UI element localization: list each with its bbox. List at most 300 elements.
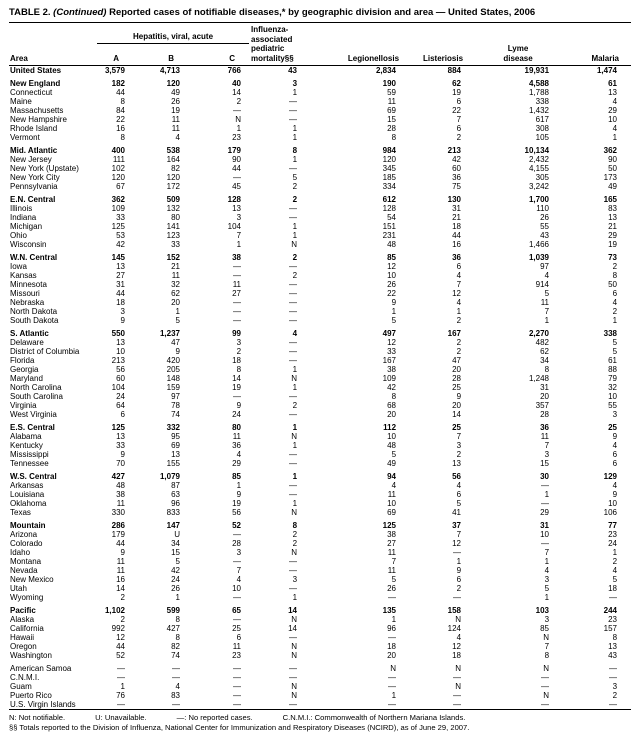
row-area-label: Rhode Island xyxy=(10,124,58,133)
row-value-cell: 32 xyxy=(171,280,180,289)
row-value-cell: — xyxy=(233,307,242,316)
row-value-cell: 159 xyxy=(166,383,180,392)
row-value-cell: 33 xyxy=(387,347,397,356)
row-value-cell: 3 xyxy=(456,441,462,450)
row-area-label: Virginia xyxy=(10,401,37,410)
row-value-cell: 9 xyxy=(236,401,242,410)
row-value-cell: 330 xyxy=(111,508,125,517)
row-value-cell: 7 xyxy=(456,432,462,441)
row-value-cell: 125 xyxy=(111,222,125,231)
table-row xyxy=(9,356,631,365)
row-value-cell: 42 xyxy=(387,383,397,392)
row-value-cell: 155 xyxy=(166,459,180,468)
table-row xyxy=(9,490,631,499)
row-value-cell: 338 xyxy=(603,329,618,338)
row-value-cell: 599 xyxy=(166,606,180,615)
row-value-cell: 4 xyxy=(544,566,550,575)
row-value-cell: 1 xyxy=(292,133,298,142)
row-value-cell: 44 xyxy=(452,231,462,240)
row-area-label: U.S. Virgin Islands xyxy=(10,700,76,709)
row-area-label: Montana xyxy=(10,557,42,566)
row-area-label: Ohio xyxy=(10,231,27,240)
row-value-cell: 52 xyxy=(232,521,242,530)
row-value-cell: 7 xyxy=(236,231,242,240)
row-value-cell: 6 xyxy=(456,490,462,499)
row-value-cell: 37 xyxy=(452,521,462,530)
row-value-cell: 1 xyxy=(292,593,298,602)
row-value-cell: 13 xyxy=(232,204,242,213)
table-row xyxy=(9,673,631,682)
row-value-cell: 1 xyxy=(292,124,298,133)
row-value-cell: 7 xyxy=(391,557,397,566)
row-value-cell: 82 xyxy=(171,164,180,173)
row-value-cell: 8 xyxy=(292,146,298,155)
row-value-cell: 67 xyxy=(116,182,125,191)
row-value-cell: 44 xyxy=(116,289,125,298)
row-value-cell: 833 xyxy=(166,508,180,517)
row-value-cell: 130 xyxy=(447,195,462,204)
row-area-label: W.S. Central xyxy=(10,472,57,481)
row-value-cell: 120 xyxy=(111,173,125,182)
row-value-cell: 25 xyxy=(452,383,462,392)
row-value-cell: — xyxy=(233,262,242,271)
row-area-label: Georgia xyxy=(10,365,39,374)
row-value-cell: N xyxy=(291,240,298,249)
row-value-cell: 2 xyxy=(612,557,618,566)
row-value-cell: 109 xyxy=(111,204,125,213)
row-value-cell: 4 xyxy=(456,298,462,307)
row-value-cell: 31 xyxy=(540,521,550,530)
row-value-cell: 31 xyxy=(452,204,462,213)
table-row xyxy=(9,146,631,155)
row-value-cell: 90 xyxy=(232,155,242,164)
row-value-cell: 1 xyxy=(292,383,298,392)
row-value-cell: — xyxy=(289,97,298,106)
row-value-cell: 64 xyxy=(116,401,125,410)
row-value-cell: N xyxy=(455,682,462,691)
table-row xyxy=(9,499,631,508)
row-value-cell: 167 xyxy=(382,356,397,365)
row-area-label: Florida xyxy=(10,356,35,365)
row-value-cell: 49 xyxy=(608,182,618,191)
row-value-cell: 2 xyxy=(456,338,462,347)
table-row xyxy=(9,606,631,615)
row-value-cell: 8 xyxy=(175,633,180,642)
table-row xyxy=(9,593,631,602)
row-value-cell: 28 xyxy=(232,539,242,548)
table-row xyxy=(9,633,631,642)
row-area-label: Iowa xyxy=(10,262,27,271)
row-value-cell: 2,432 xyxy=(528,155,550,164)
table-row xyxy=(9,329,631,338)
row-area-label: American Samoa xyxy=(10,664,72,673)
row-value-cell: 4 xyxy=(391,481,397,490)
row-area-label: South Dakota xyxy=(10,316,59,325)
row-value-cell: 3 xyxy=(544,615,550,624)
row-value-cell: 766 xyxy=(227,66,242,75)
row-value-cell: 6 xyxy=(612,459,618,468)
row-value-cell: 2 xyxy=(292,271,298,280)
row-value-cell: 1 xyxy=(391,307,397,316)
row-value-cell: 24 xyxy=(171,575,180,584)
row-value-cell: 334 xyxy=(382,182,397,191)
row-value-cell: 145 xyxy=(111,253,125,262)
row-value-cell: 1 xyxy=(292,472,298,481)
row-value-cell: 48 xyxy=(387,240,397,249)
row-value-cell: 9 xyxy=(236,490,242,499)
row-value-cell: 1 xyxy=(391,615,397,624)
row-value-cell: 28 xyxy=(452,374,462,383)
row-value-cell: 48 xyxy=(116,481,125,490)
row-value-cell: 15 xyxy=(171,548,180,557)
row-area-label: New Mexico xyxy=(10,575,54,584)
table-row xyxy=(9,401,631,410)
row-value-cell: 11 xyxy=(232,642,242,651)
table-row xyxy=(9,66,631,76)
table-row xyxy=(9,338,631,347)
row-value-cell: 59 xyxy=(387,88,397,97)
table-row xyxy=(9,624,631,633)
row-value-cell: 77 xyxy=(608,521,618,530)
table-row xyxy=(9,450,631,459)
table-header xyxy=(9,23,631,66)
row-value-cell: N xyxy=(543,633,550,642)
row-area-label: District of Columbia xyxy=(10,347,80,356)
row-value-cell: 13 xyxy=(608,642,618,651)
row-value-cell: 3 xyxy=(120,307,125,316)
row-value-cell: 62 xyxy=(540,347,550,356)
row-value-cell: 4 xyxy=(544,271,550,280)
row-value-cell: 32 xyxy=(608,383,618,392)
row-value-cell: 96 xyxy=(387,624,397,633)
row-value-cell: 1 xyxy=(544,316,550,325)
row-area-label: United States xyxy=(10,66,62,75)
row-value-cell: — xyxy=(609,700,618,709)
row-area-label: Pennsylvania xyxy=(10,182,58,191)
row-value-cell: 56 xyxy=(452,472,462,481)
table-row xyxy=(9,432,631,441)
row-value-cell: 7 xyxy=(236,566,242,575)
row-value-cell: 23 xyxy=(232,651,242,660)
row-value-cell: 11 xyxy=(116,499,125,508)
row-value-cell: 44 xyxy=(116,539,125,548)
row-value-cell: 20 xyxy=(387,651,397,660)
row-value-cell: 10 xyxy=(387,271,397,280)
row-value-cell: 13 xyxy=(608,213,618,222)
row-value-cell: 1 xyxy=(292,155,298,164)
row-value-cell: 345 xyxy=(382,164,397,173)
table-row xyxy=(9,164,631,173)
row-value-cell: 62 xyxy=(452,79,462,88)
table-row xyxy=(9,664,631,673)
table-title-number: TABLE 2. xyxy=(9,7,51,18)
row-value-cell: 1 xyxy=(236,124,242,133)
row-area-label: Mid. Atlantic xyxy=(10,146,58,155)
table-row xyxy=(9,155,631,164)
row-value-cell: 27 xyxy=(116,271,125,280)
row-value-cell: — xyxy=(453,593,462,602)
row-value-cell: 21 xyxy=(608,222,618,231)
row-value-cell: 7 xyxy=(456,530,462,539)
row-value-cell: 13 xyxy=(452,459,462,468)
row-value-cell: 50 xyxy=(608,280,618,289)
row-value-cell: 80 xyxy=(232,423,242,432)
row-value-cell: 2 xyxy=(292,182,298,191)
row-area-label: Hawaii xyxy=(10,633,35,642)
row-area-label: Tennessee xyxy=(10,459,49,468)
row-value-cell: 1,079 xyxy=(159,472,180,481)
row-value-cell: 7 xyxy=(544,642,550,651)
row-value-cell: 106 xyxy=(603,508,618,517)
row-value-cell: 80 xyxy=(171,213,180,222)
row-value-cell: 992 xyxy=(111,624,125,633)
row-value-cell: 25 xyxy=(608,423,618,432)
row-value-cell: 5 xyxy=(391,575,397,584)
row-value-cell: 50 xyxy=(608,164,618,173)
row-area-label: Guam xyxy=(10,682,32,691)
row-value-cell: 23 xyxy=(232,133,242,142)
row-value-cell: 9 xyxy=(120,450,125,459)
row-value-cell: 244 xyxy=(603,606,618,615)
row-value-cell: 10 xyxy=(387,432,397,441)
row-value-cell: — xyxy=(609,673,618,682)
row-value-cell: 10 xyxy=(608,499,618,508)
row-value-cell: 125 xyxy=(111,423,125,432)
table-row xyxy=(9,383,631,392)
row-value-cell: 22 xyxy=(387,289,397,298)
row-value-cell: 6 xyxy=(456,262,462,271)
row-value-cell: 11 xyxy=(387,566,397,575)
row-value-cell: 6 xyxy=(612,450,618,459)
row-value-cell: 23 xyxy=(608,615,618,624)
row-area-label: Idaho xyxy=(10,548,31,557)
row-value-cell: — xyxy=(289,633,298,642)
row-value-cell: 24 xyxy=(608,539,618,548)
row-value-cell: 14 xyxy=(232,374,242,383)
row-value-cell: U xyxy=(174,530,180,539)
table-row xyxy=(9,410,631,419)
row-value-cell: 538 xyxy=(166,146,180,155)
row-value-cell: — xyxy=(233,298,242,307)
row-value-cell: 2 xyxy=(292,401,298,410)
row-value-cell: 179 xyxy=(227,146,242,155)
row-value-cell: — xyxy=(117,673,125,682)
footnote-abbreviations xyxy=(9,713,631,723)
row-value-cell: 75 xyxy=(452,182,462,191)
row-value-cell: 5 xyxy=(456,499,462,508)
row-value-cell: 36 xyxy=(540,423,550,432)
row-value-cell: 54 xyxy=(387,213,397,222)
table-row xyxy=(9,307,631,316)
row-area-label: Louisiana xyxy=(10,490,45,499)
row-value-cell: 85 xyxy=(387,253,397,262)
row-value-cell: 30 xyxy=(540,472,550,481)
row-value-cell: 338 xyxy=(535,97,550,106)
row-value-cell: 12 xyxy=(387,338,397,347)
row-value-cell: — xyxy=(289,213,298,222)
row-value-cell: N xyxy=(455,664,462,673)
row-value-cell: 1 xyxy=(612,316,618,325)
row-value-cell: 185 xyxy=(382,173,397,182)
row-value-cell: 984 xyxy=(382,146,397,155)
row-value-cell: 1 xyxy=(175,593,180,602)
row-value-cell: N xyxy=(543,691,550,700)
row-value-cell: 4 xyxy=(175,682,180,691)
table-row xyxy=(9,280,631,289)
row-value-cell: 124 xyxy=(447,624,462,633)
row-value-cell: 29 xyxy=(608,106,618,115)
row-value-cell: 617 xyxy=(535,115,550,124)
row-value-cell: 3,579 xyxy=(104,66,125,75)
row-value-cell: 27 xyxy=(232,289,242,298)
row-area-label: Massachusetts xyxy=(10,106,64,115)
row-value-cell: 36 xyxy=(452,173,462,182)
row-value-cell: N xyxy=(291,374,298,383)
row-area-label: New England xyxy=(10,79,61,88)
row-value-cell: — xyxy=(289,673,298,682)
row-value-cell: 65 xyxy=(232,606,242,615)
row-value-cell: 76 xyxy=(116,691,125,700)
row-value-cell: 33 xyxy=(171,240,180,249)
row-value-cell: — xyxy=(233,530,242,539)
row-value-cell: 5 xyxy=(391,450,397,459)
row-value-cell: 4 xyxy=(236,575,242,584)
row-value-cell: 97 xyxy=(171,392,180,401)
row-value-cell: 1,788 xyxy=(528,88,550,97)
row-value-cell: 305 xyxy=(535,173,550,182)
row-area-label: Missouri xyxy=(10,289,40,298)
row-value-cell: — xyxy=(289,307,298,316)
row-area-label: Delaware xyxy=(10,338,44,347)
row-area-label: Alabama xyxy=(10,432,42,441)
row-value-cell: — xyxy=(289,298,298,307)
row-value-cell: 1 xyxy=(456,307,462,316)
row-value-cell: — xyxy=(541,499,550,508)
row-value-cell: 105 xyxy=(535,133,550,142)
row-value-cell: 135 xyxy=(382,606,397,615)
table-row xyxy=(9,374,631,383)
row-value-cell: 49 xyxy=(171,88,180,97)
column-header-area: Area xyxy=(9,23,97,66)
row-value-cell: 4,713 xyxy=(159,66,180,75)
row-value-cell: 97 xyxy=(540,262,550,271)
row-value-cell: 9 xyxy=(456,392,462,401)
row-value-cell: 5 xyxy=(175,316,180,325)
row-value-cell: 42 xyxy=(116,240,125,249)
row-value-cell: 34 xyxy=(540,356,550,365)
row-value-cell: 19 xyxy=(171,106,180,115)
footnote-unavailable: U: Unavailable. xyxy=(95,713,147,722)
row-value-cell: 884 xyxy=(447,66,462,75)
table-row xyxy=(9,539,631,548)
row-value-cell: 420 xyxy=(166,356,180,365)
row-area-label: Michigan xyxy=(10,222,43,231)
row-value-cell: — xyxy=(289,289,298,298)
row-value-cell: 2 xyxy=(612,307,618,316)
row-value-cell: — xyxy=(388,633,397,642)
row-value-cell: — xyxy=(609,593,618,602)
row-value-cell: 38 xyxy=(387,365,397,374)
row-value-cell: 14 xyxy=(288,624,298,633)
row-value-cell: 16 xyxy=(116,124,125,133)
row-value-cell: 1 xyxy=(175,307,180,316)
row-value-cell: 95 xyxy=(171,432,180,441)
row-value-cell: 11 xyxy=(387,548,397,557)
row-value-cell: — xyxy=(541,682,550,691)
row-value-cell: 44 xyxy=(232,164,242,173)
row-value-cell: 18 xyxy=(232,356,242,365)
row-value-cell: 3 xyxy=(236,548,242,557)
row-value-cell: 1 xyxy=(292,222,298,231)
row-value-cell: 45 xyxy=(232,182,242,191)
column-header-hepatitis-b: B xyxy=(129,43,184,65)
row-value-cell: N xyxy=(291,432,298,441)
row-value-cell: 8 xyxy=(544,651,550,660)
row-value-cell: 83 xyxy=(608,204,618,213)
row-value-cell: 5 xyxy=(612,347,618,356)
row-value-cell: 41 xyxy=(452,508,462,517)
row-value-cell: 4 xyxy=(456,271,462,280)
row-value-cell: 120 xyxy=(166,79,180,88)
row-value-cell: 44 xyxy=(116,88,125,97)
row-value-cell: 62 xyxy=(171,289,180,298)
row-area-label: New York City xyxy=(10,173,60,182)
row-value-cell: 3 xyxy=(544,450,550,459)
row-value-cell: 11 xyxy=(387,97,397,106)
table-row xyxy=(9,521,631,530)
table-row xyxy=(9,195,631,204)
row-value-cell: 10 xyxy=(387,499,397,508)
row-value-cell: — xyxy=(172,673,180,682)
row-value-cell: 22 xyxy=(116,115,125,124)
row-area-label: Mountain xyxy=(10,521,46,530)
row-value-cell: 5 xyxy=(175,557,180,566)
row-value-cell: 1 xyxy=(612,133,618,142)
table-row xyxy=(9,700,631,710)
row-value-cell: 6 xyxy=(456,124,462,133)
row-value-cell: 68 xyxy=(387,401,397,410)
row-value-cell: 157 xyxy=(603,624,618,633)
row-value-cell: 332 xyxy=(166,423,180,432)
row-value-cell: 25 xyxy=(452,423,462,432)
row-value-cell: — xyxy=(289,490,298,499)
table-title xyxy=(9,7,631,23)
row-value-cell: 20 xyxy=(387,410,397,419)
table-row xyxy=(9,213,631,222)
row-value-cell: 47 xyxy=(171,338,180,347)
column-header-listeriosis: Listeriosis xyxy=(404,23,469,66)
column-header-malaria: Malaria xyxy=(559,23,631,66)
table-row xyxy=(9,682,631,691)
row-value-cell: 123 xyxy=(166,231,180,240)
row-value-cell: 2 xyxy=(456,347,462,356)
row-value-cell: 11 xyxy=(232,280,242,289)
row-value-cell: 103 xyxy=(535,606,550,615)
row-value-cell: — xyxy=(233,682,242,691)
row-value-cell: — xyxy=(289,392,298,401)
table-row xyxy=(9,575,631,584)
row-value-cell: N xyxy=(291,548,298,557)
row-value-cell: — xyxy=(233,615,242,624)
row-value-cell: — xyxy=(289,450,298,459)
row-area-label: Arkansas xyxy=(10,481,44,490)
row-value-cell: — xyxy=(172,700,180,709)
row-value-cell: 8 xyxy=(391,133,397,142)
row-value-cell: 26 xyxy=(387,584,397,593)
row-value-cell: 90 xyxy=(608,155,618,164)
row-area-label: North Carolina xyxy=(10,383,62,392)
row-value-cell: 362 xyxy=(111,195,125,204)
